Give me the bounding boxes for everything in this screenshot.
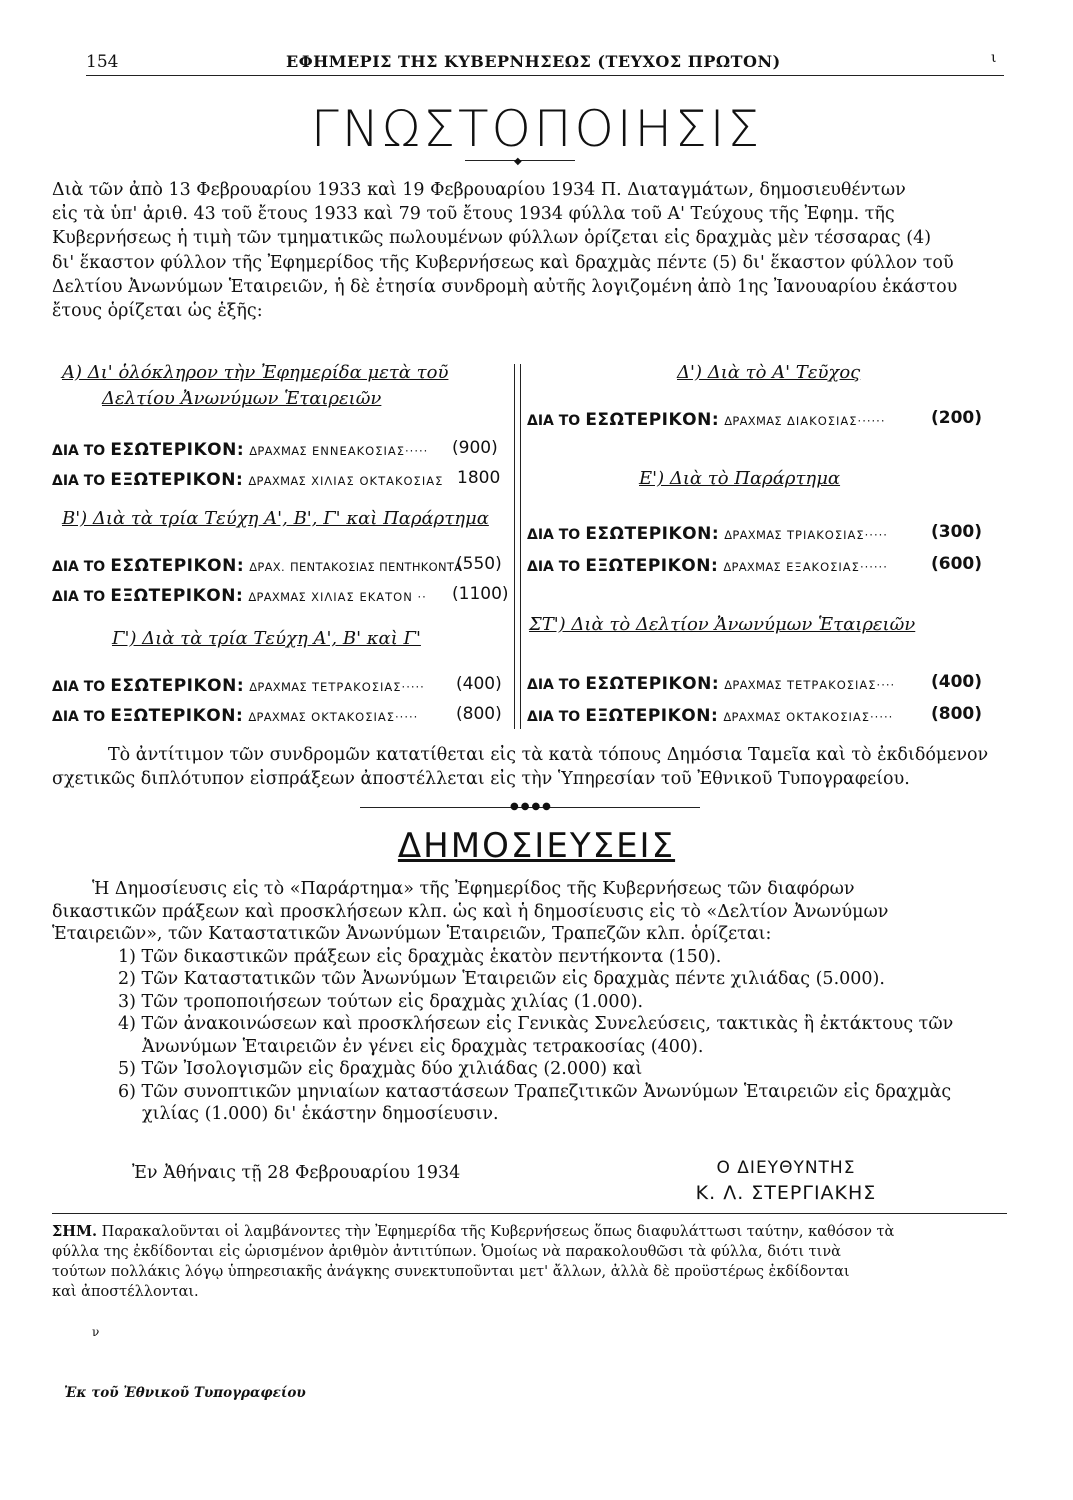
publications-body — [52, 878, 1007, 1126]
column-divider — [514, 364, 521, 729]
deposit-paragraph — [52, 743, 1007, 791]
page-header — [86, 48, 996, 74]
section-c-heading: Γ') Διὰ τὰ τρία Τεύχη Α', Β' καὶ Γ' — [112, 628, 421, 649]
pub-item-cont: Ἀνωνύμων Ἑταιρειῶν ἐν γένει εἰς δραχμὰς τετρακοσίας (400). — [142, 1036, 704, 1057]
deposit-line: Τὸ ἀντίτιμον τῶν συνδρομῶν κατατίθεται εἰς τὰ κατὰ τόπους Δημόσια Ταμεῖα καὶ τὸ ἐκδιδόμενον — [108, 745, 989, 765]
page-number: 154 — [86, 52, 119, 72]
pub-intro-line: Ἑταιρειῶν», τῶν Καταστατικῶν Ἀνωνύμων Ἑταιρειῶν, Τραπεζῶν κλπ. ὁρίζεται: — [52, 924, 772, 944]
section-a-heading: Α) Δι' ὁλόκληρον τὴν Ἐφημερίδα μετὰ τοῦ — [62, 362, 449, 383]
signatory-name: Κ. Λ. ΣΤΕΡΓΙΑΚΗΣ — [695, 1182, 877, 1204]
footnote-line: φύλλα της ἐκδίδονται εἰς ὡρισμένον ἀριθμὸν ἀντιτύπων. Ὁμοίως νὰ παρακολουθῶσι τὰ φύλλα, διότι τινὰ — [52, 1244, 841, 1260]
section-b-heading: Β') Διὰ τὰ τρία Τεύχη Α', Β', Γ' καὶ Παράρτημα — [62, 508, 489, 529]
footnote-rule — [52, 1213, 1007, 1214]
rate-row-e-domestic: ΔΙΑ ΤΟ ΕΣΩΤΕΡΙΚΟΝ: ΔΡΑΧΜΑΣ ΤΡΙΑΚΟΣΙΑΣ····· (300) — [527, 522, 983, 544]
printer-imprint: Ἐκ τοῦ Ἐθνικοῦ Τυπογραφείου — [64, 1385, 306, 1401]
footnote — [52, 1222, 1007, 1302]
intro-line: Κυβερνήσεως ἡ τιμὴ τῶν τμηματικῶς πωλουμένων φύλλων ὁρίζεται εἰς δραχμὰς μὲν τέσσαρας (4) — [52, 228, 932, 249]
footnote-line-1: ΣΗΜ. Παρακαλοῦνται οἱ λαμβάνοντες τὴν Ἐφημερίδα τῆς Κυβερνήσεως ὅπως διαφυλάττωσι ταύτην, καθόσον τὰ — [52, 1223, 895, 1240]
footnote-line: τούτων πολλάκις λόγῳ ὑπηρεσιακῆς ἀνάγκης συνεκτυποῦνται μετ' ἄλλων, ἀλλὰ δὲ προϋστέρως ἐκδίδονται — [52, 1264, 850, 1280]
section-a-heading-2: Δελτίου Ἀνωνύμων Ἑταιρειῶν — [102, 388, 382, 409]
section-st-heading: ΣΤ') Διὰ τὸ Δελτίον Ἀνωνύμων Ἑταιρειῶν — [529, 614, 916, 635]
signatory-role: Ο ΔΙΕΥΘΥΝΤΗΣ — [716, 1158, 856, 1178]
corner-mark: ι — [991, 50, 997, 66]
deposit-line: σχετικῶς διπλότυπον εἰσπράξεων ἀποστέλλεται εἰς τὴν Ὑπηρεσίαν τοῦ Ἐθνικοῦ Τυπογραφείου. — [52, 769, 910, 789]
place-date: Ἐν Ἀθήναις τῇ 28 Φεβρουαρίου 1934 — [132, 1163, 461, 1183]
rates-table — [52, 360, 1007, 732]
pub-item: 5) Τῶν Ἰσολογισμῶν εἰς δραχμὰς δύο χιλιάδας (2.000) καὶ — [118, 1059, 643, 1079]
pub-item: 3) Τῶν τροποποιήσεων τούτων εἰς δραχμὰς χιλίας (1.000). — [118, 991, 644, 1012]
pub-item: 6) Τῶν συνοπτικῶν μηνιαίων καταστάσεων Τραπεζιτικῶν Ἀνωνύμων Ἑταιρειῶν εἰς δραχμὰς — [118, 1081, 952, 1102]
footnote-line: καὶ ἀποστέλλονται. — [52, 1284, 199, 1300]
rate-row-st-domestic: ΔΙΑ ΤΟ ΕΣΩΤΕΡΙΚΟΝ: ΔΡΑΧΜΑΣ ΤΕΤΡΑΚΟΣΙΑΣ···· (400) — [527, 672, 983, 694]
signature-block — [666, 1158, 906, 1204]
notice-title: ΓΝΩΣΤΟΠΟΙΗΣΙΣ — [310, 100, 763, 158]
pub-item: 2) Τῶν Καταστατικῶν τῶν Ἀνωνύμων Ἑταιρειῶν εἰς δραχμὰς πέντε χιλιάδας (5.000). — [118, 969, 885, 989]
rate-row-a-domestic: ΔΙΑ ΤΟ ΕΣΩΤΕΡΙΚΟΝ: ΔΡΑΧΜΑΣ ΕΝΝΕΑΚΟΣΙΑΣ····· (900) — [52, 438, 498, 460]
intro-line: Δελτίου Ἀνωνύμων Ἑταιρειῶν, ἡ δὲ ἐτησία συνδρομὴ αὐτῆς λογιζομένη ἀπὸ 1ης Ἰανουαρίου ἑκάστου — [52, 276, 958, 297]
rates-left-column — [52, 360, 512, 732]
pub-item: 4) Τῶν ἀνακοινώσεων καὶ προσκλήσεων εἰς Γενικὰς Συνελεύσεις, τακτικὰς ἢ ἐκτάκτους τῶν — [118, 1014, 954, 1034]
section-e-heading: Ε') Διὰ τὸ Παράρτημα — [639, 468, 841, 489]
pub-intro-line: Ἡ Δημοσίευσις εἰς τὸ «Παράρτημα» τῆς Ἐφημερίδος τῆς Κυβερνήσεως τῶν διαφόρων — [92, 879, 855, 899]
pub-item: 1) Τῶν δικαστικῶν πράξεων εἰς δραχμὰς ἑκατὸν πεντήκοντα (150). — [118, 946, 722, 967]
rate-row-e-foreign: ΔΙΑ ΤΟ ΕΞΩΤΕΡΙΚΟΝ: ΔΡΑΧΜΑΣ ΕΞΑΚΟΣΙΑΣ······ (600) — [527, 554, 983, 576]
header-rule — [86, 75, 1004, 76]
rate-row-b-domestic: ΔΙΑ ΤΟ ΕΣΩΤΕΡΙΚΟΝ: ΔΡΑΧ. ΠΕΝΤΑΚΟΣΙΑΣ ΠΕΝΤΗΚΟΝΤΑ (550) — [52, 554, 502, 576]
rate-row-c-domestic: ΔΙΑ ΤΟ ΕΣΩΤΕΡΙΚΟΝ: ΔΡΑΧΜΑΣ ΤΕΤΡΑΚΟΣΙΑΣ····· (400) — [52, 674, 502, 696]
ornament-diamond-icon: ◆ — [514, 156, 522, 167]
pub-item-cont: χιλίας (1.000) δι' ἑκάστην δημοσίευσιν. — [142, 1104, 499, 1124]
rates-right-column — [527, 360, 997, 732]
ornament-dots-icon: ●●●● — [510, 801, 553, 812]
section-d-heading: Δ') Διὰ τὸ Α' Τεῦχος — [677, 362, 861, 383]
pub-intro-line: δικαστικῶν πράξεων καὶ προσκλήσεων κλπ. ὡς καὶ ἡ δημοσίευσις εἰς τὸ «Δελτίον Ἀνωνύμων — [52, 901, 889, 922]
footnote-label: ΣΗΜ. — [52, 1223, 98, 1240]
intro-line: ἔτους ὁρίζεται ὡς ἑξῆς: — [52, 301, 263, 322]
publications-title: ΔΗΜΟΣΙΕΥΣΕΙΣ — [397, 826, 676, 866]
rate-row-st-foreign: ΔΙΑ ΤΟ ΕΞΩΤΕΡΙΚΟΝ: ΔΡΑΧΜΑΣ ΟΚΤΑΚΟΣΙΑΣ····· (800) — [527, 704, 983, 726]
rate-row-a-foreign: ΔΙΑ ΤΟ ΕΞΩΤΕΡΙΚΟΝ: ΔΡΑΧΜΑΣ ΧΙΛΙΑΣ ΟΚΤΑΚΟΣΙΑΣ 1800 — [52, 468, 501, 490]
margin-mark: ν — [92, 1325, 100, 1339]
rate-row-d-domestic: ΔΙΑ ΤΟ ΕΣΩΤΕΡΙΚΟΝ: ΔΡΑΧΜΑΣ ΔΙΑΚΟΣΙΑΣ······ (200) — [527, 408, 983, 430]
rate-row-b-foreign: ΔΙΑ ΤΟ ΕΞΩΤΕΡΙΚΟΝ: ΔΡΑΧΜΑΣ ΧΙΛΙΑΣ ΕΚΑΤΟΝ ·· (1100) — [52, 584, 509, 606]
notice-intro — [52, 178, 1007, 323]
intro-line: δι' ἕκαστον φύλλον τῆς Ἐφημερίδος τῆς Κυβερνήσεως καὶ δραχμὰς πέντε (5) δι' ἕκαστον φύλλον τοῦ — [52, 252, 954, 273]
title-ornament — [465, 156, 575, 167]
rate-row-c-foreign: ΔΙΑ ΤΟ ΕΞΩΤΕΡΙΚΟΝ: ΔΡΑΧΜΑΣ ΟΚΤΑΚΟΣΙΑΣ····· (800) — [52, 704, 502, 726]
running-title: ΕΦΗΜΕΡΙΣ ΤΗΣ ΚΥΒΕΡΝΗΣΕΩΣ (ΤΕΥΧΟΣ ΠΡΩΤΟΝ) — [286, 52, 781, 71]
intro-line: εἰς τὰ ὑπ' ἀριθ. 43 τοῦ ἔτους 1933 καὶ 79 τοῦ ἔτους 1934 φύλλα τοῦ Α' Τεύχους τῆς Ἐφημ. τῆς — [52, 204, 895, 225]
intro-line: Διὰ τῶν ἀπὸ 13 Φεβρουαρίου 1933 καὶ 19 Φεβρουαρίου 1934 Π. Διαταγμάτων, δημοσιευθέντων — [52, 180, 906, 200]
section-ornament — [360, 801, 700, 812]
